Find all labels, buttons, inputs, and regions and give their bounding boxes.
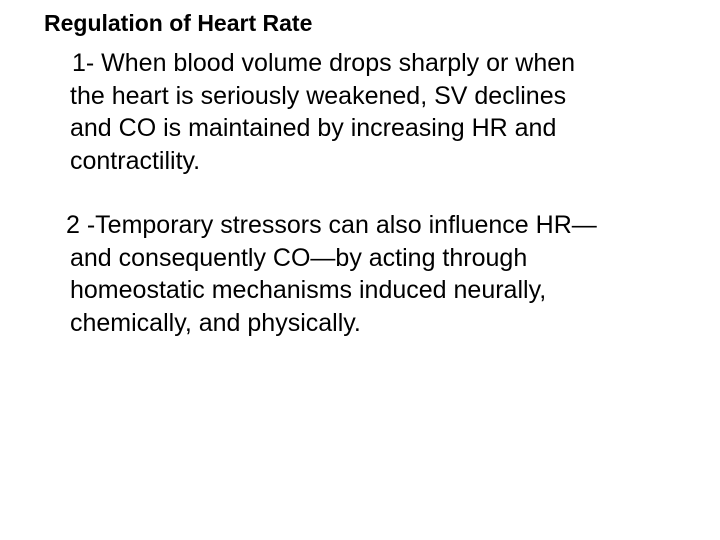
point-1-line-3: and CO is maintained by increasing HR and [70,114,557,143]
bullet-point-2 [66,209,710,339]
slide-title: Regulation of Heart Rate [44,10,313,36]
point-2-line-3: homeostatic mechanisms induced neurally, [70,276,547,305]
bullet-point-1 [70,47,710,177]
point-2-line-1: 2 -Temporary stressors can also influence HR— [66,211,597,239]
point-2-line-2: and consequently CO—by acting through [70,243,528,272]
point-1-line-2: the heart is seriously weakened, SV declines [70,81,567,110]
point-1-line-4: contractility. [70,146,201,175]
point-1-line-1: 1- When blood volume drops sharply or when [72,49,576,77]
point-2-line-4: chemically, and physically. [70,308,361,337]
